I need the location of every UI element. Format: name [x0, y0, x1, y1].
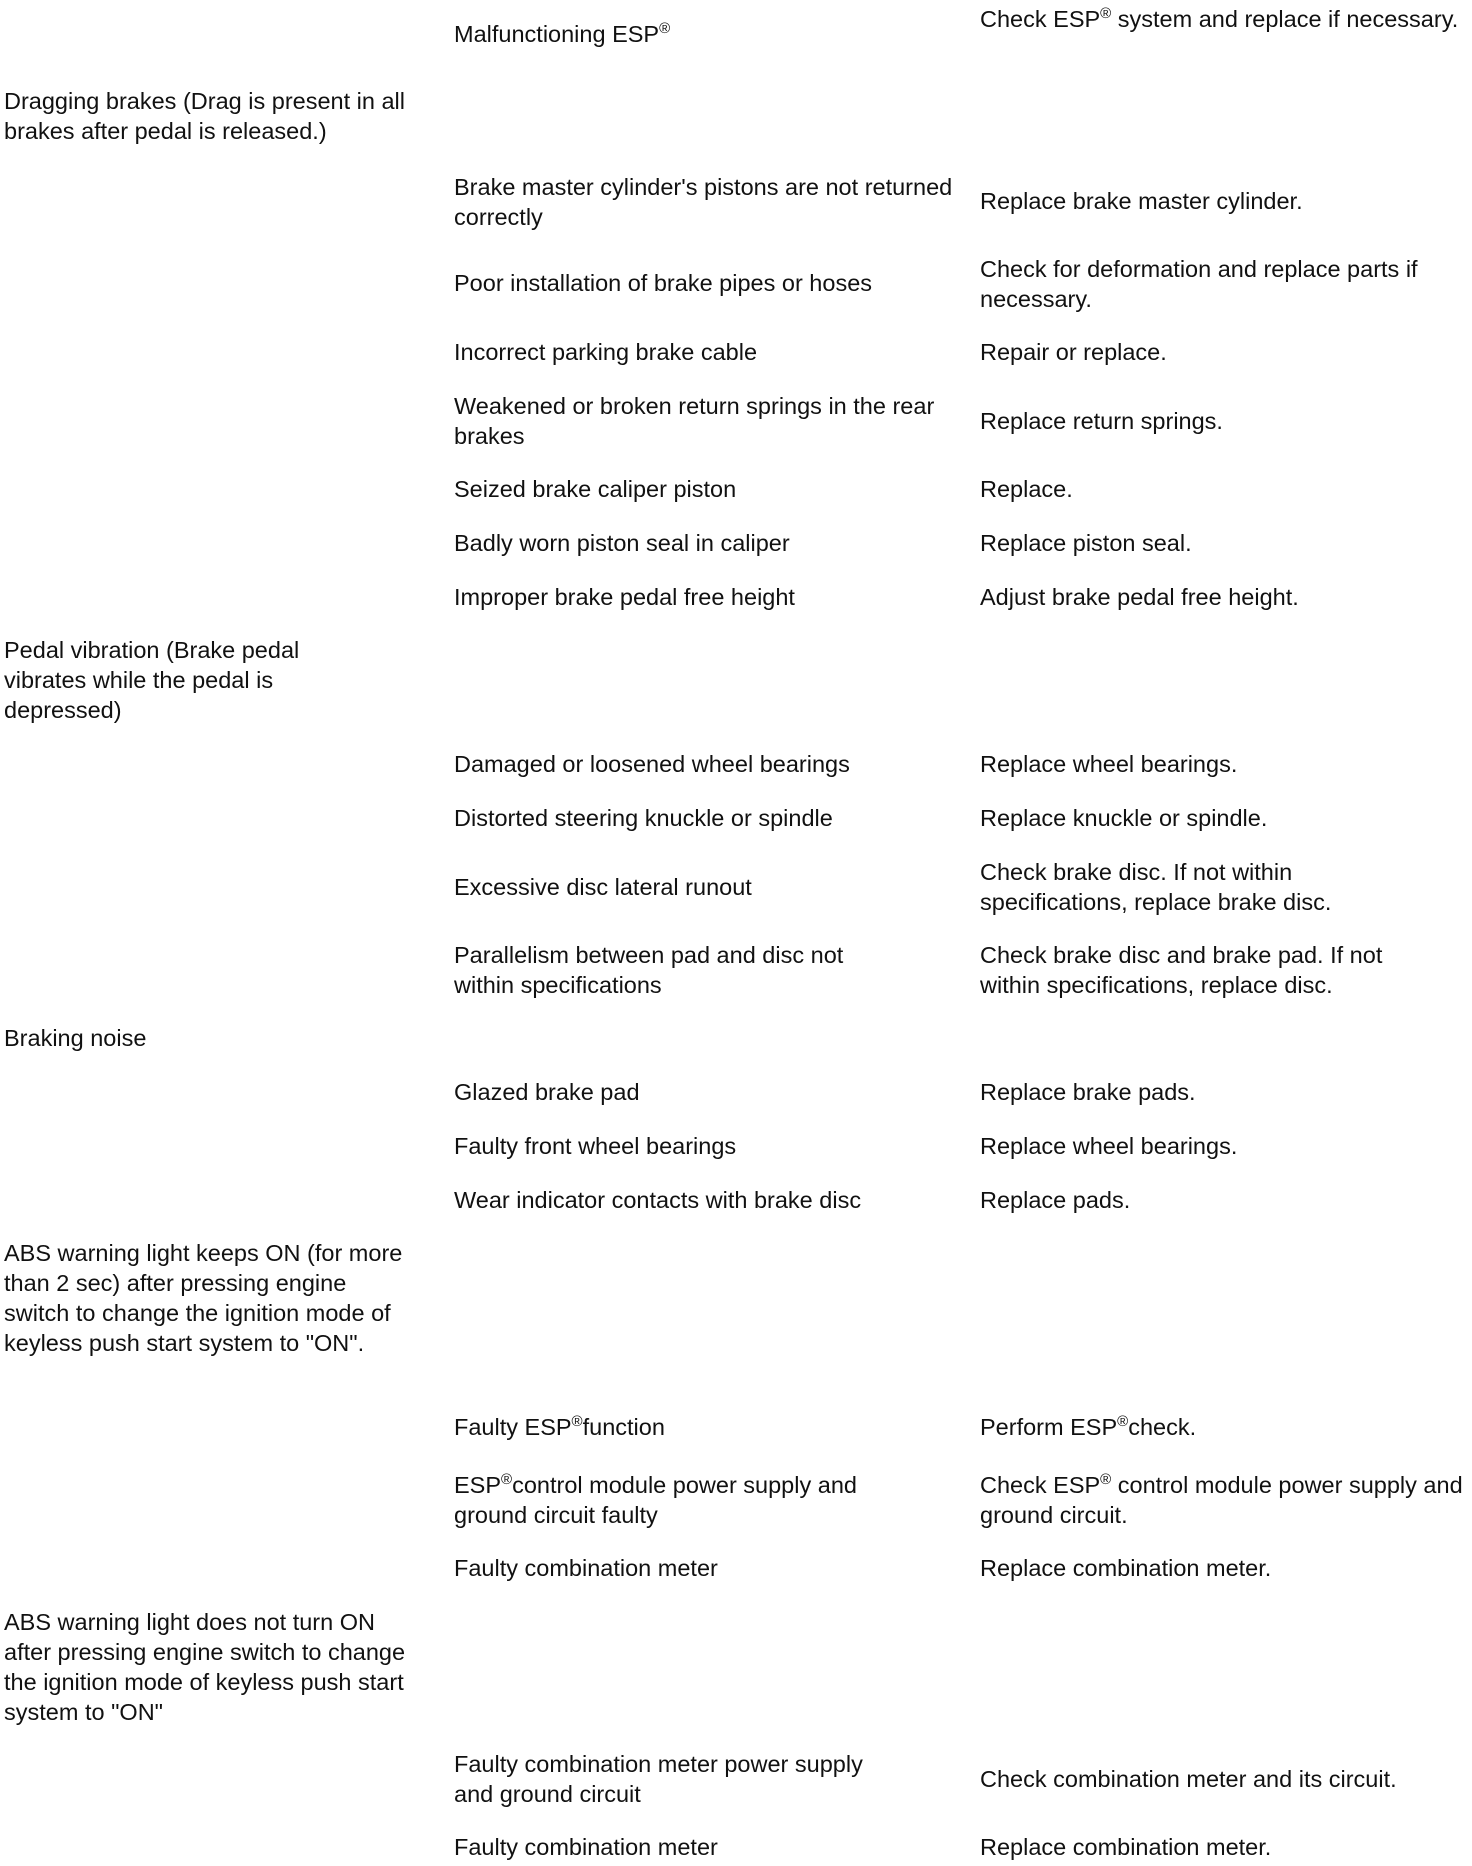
cause-text: Faulty combination meter power supply and ground circuit [454, 1751, 863, 1807]
cause-text: Incorrect parking brake cable [454, 339, 758, 365]
symptom-text: Braking noise [4, 1025, 147, 1051]
corrective-action-text: Check brake disc. If not within specifications, replace brake disc. [980, 859, 1332, 915]
cause-text: Badly worn piston seal in caliper [454, 530, 790, 556]
cause-text: Improper brake pedal free height [454, 584, 795, 610]
symptom-text: Dragging brakes (Drag is present in all brakes after pedal is released.) [4, 88, 405, 144]
corrective-action-text: Check for deformation and replace parts if necessary. [980, 256, 1418, 312]
corrective-action-text: Check ESP® control module power supply and ground circuit. [980, 1471, 1463, 1528]
cause-text: Faulty combination meter [454, 1834, 718, 1860]
corrective-action-text: Replace pads. [980, 1187, 1131, 1213]
corrective-action-text: Check combination meter and its circuit. [980, 1766, 1397, 1792]
cause-text: Weakened or broken return springs in the rear brakes [454, 393, 935, 449]
cause-text: Brake master cylinder's pistons are not returned correctly [454, 174, 953, 230]
corrective-action-text: Repair or replace. [980, 339, 1167, 365]
corrective-action-text: Replace knuckle or spindle. [980, 805, 1268, 831]
corrective-action-text: Replace wheel bearings. [980, 1133, 1238, 1159]
cause-text: Seized brake caliper piston [454, 476, 737, 502]
corrective-action-text: Check ESP® system and replace if necessary. [980, 5, 1459, 32]
corrective-action-text: Replace brake pads. [980, 1079, 1196, 1105]
symptom-text: ABS warning light does not turn ON after pressing engine switch to change the ignition mode of keyless push start system to "ON" [4, 1609, 406, 1725]
cause-text: Wear indicator contacts with brake disc [454, 1187, 862, 1213]
cause-text: Glazed brake pad [454, 1079, 640, 1105]
cause-text: Excessive disc lateral runout [454, 874, 752, 900]
cause-text: Faulty ESP®function [454, 1413, 665, 1440]
cause-text: Poor installation of brake pipes or hoses [454, 270, 873, 296]
cause-text: Damaged or loosened wheel bearings [454, 751, 850, 777]
cause-text: Parallelism between pad and disc not within specifications [454, 942, 844, 998]
corrective-action-text: Adjust brake pedal free height. [980, 584, 1299, 610]
cause-text: Faulty front wheel bearings [454, 1133, 737, 1159]
cause-text: Distorted steering knuckle or spindle [454, 805, 833, 831]
corrective-action-text: Replace. [980, 476, 1073, 502]
symptom-text: ABS warning light keeps ON (for more than 2 sec) after pressing engine switch to change the ignition mode of keyless push start system to "ON". [4, 1240, 403, 1356]
corrective-action-text: Replace piston seal. [980, 530, 1192, 556]
corrective-action-text: Replace return springs. [980, 408, 1223, 434]
corrective-action-text: Replace combination meter. [980, 1834, 1272, 1860]
cause-text: Malfunctioning ESP® [454, 20, 671, 47]
corrective-action-text: Replace brake master cylinder. [980, 188, 1303, 214]
corrective-action-text: Replace combination meter. [980, 1555, 1272, 1581]
corrective-action-text: Replace wheel bearings. [980, 751, 1238, 777]
cause-text: ESP®control module power supply and ground circuit faulty [454, 1471, 857, 1528]
symptom-text: Pedal vibration (Brake pedal vibrates while the pedal is depressed) [4, 637, 300, 723]
corrective-action-text: Perform ESP®check. [980, 1413, 1197, 1440]
cause-text: Faulty combination meter [454, 1555, 718, 1581]
corrective-action-text: Check brake disc and brake pad. If not within specifications, replace disc. [980, 942, 1383, 998]
